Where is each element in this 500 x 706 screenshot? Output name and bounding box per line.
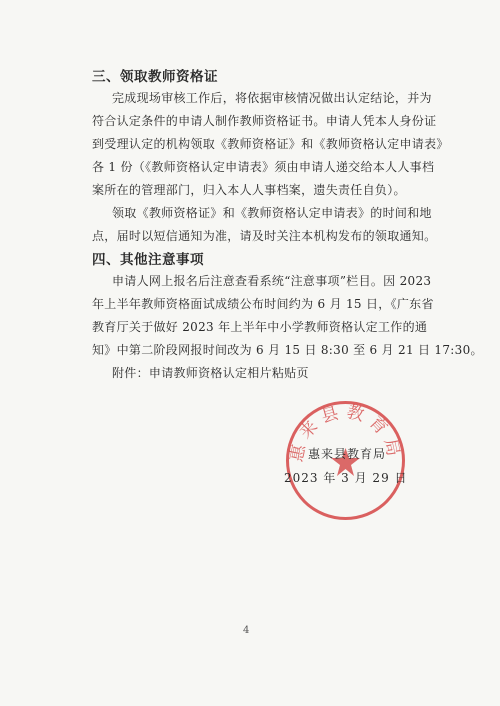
section-3-line: 到受理认定的机构领取《教师资格证》和《教师资格认定申请表》 (92, 137, 449, 151)
section-3-line: 案所在的管理部门，归入本人人事档案，遗失责任自负）。 (92, 183, 406, 197)
section-4-line: 教育厅关于做好 2023 年上半年中小学教师资格认定工作的通 (92, 320, 428, 334)
section-3-heading: 三、领取教师资格证 (92, 69, 218, 85)
seal-text: 惠来县教育局 (286, 402, 405, 464)
section-4-line: 年上半年教师资格面试成绩公布时间约为 6 月 15 日，《广东省 (92, 297, 434, 311)
section-3-line: 各 1 份（《教师资格认定申请表》须由申请人递交给本人人事档 (92, 160, 435, 174)
attachment-line: 附件：申请教师资格认定相片粘贴页 (112, 366, 309, 380)
section-3-line: 领取《教师资格证》和《教师资格认定申请表》的时间和地 (112, 206, 432, 220)
section-3-line: 符合认定条件的申请人制作教师资格证书。申请人凭本人身份证 (92, 114, 437, 128)
page-number: 4 (243, 625, 250, 636)
section-4-heading: 四、其他注意事项 (92, 252, 204, 268)
section-3-line: 点，届时以短信通知为准，请及时关注本机构发布的领取通知。 (92, 229, 437, 243)
signature-org: 惠来县教育局 (308, 447, 387, 461)
section-4-line: 申请人网上报名后注意查看系统“注意事项”栏目。因 2023 (112, 274, 432, 288)
section-3-line: 完成现场审核工作后，将依据审核情况做出认定结论，并为 (112, 91, 432, 105)
section-4-line: 知》中第二阶段网报时间改为 6 月 15 日 8:30 至 6 月 21 日 17:30。 (92, 343, 483, 357)
signature-date: 2023 年 3 月 29 日 (284, 471, 408, 485)
